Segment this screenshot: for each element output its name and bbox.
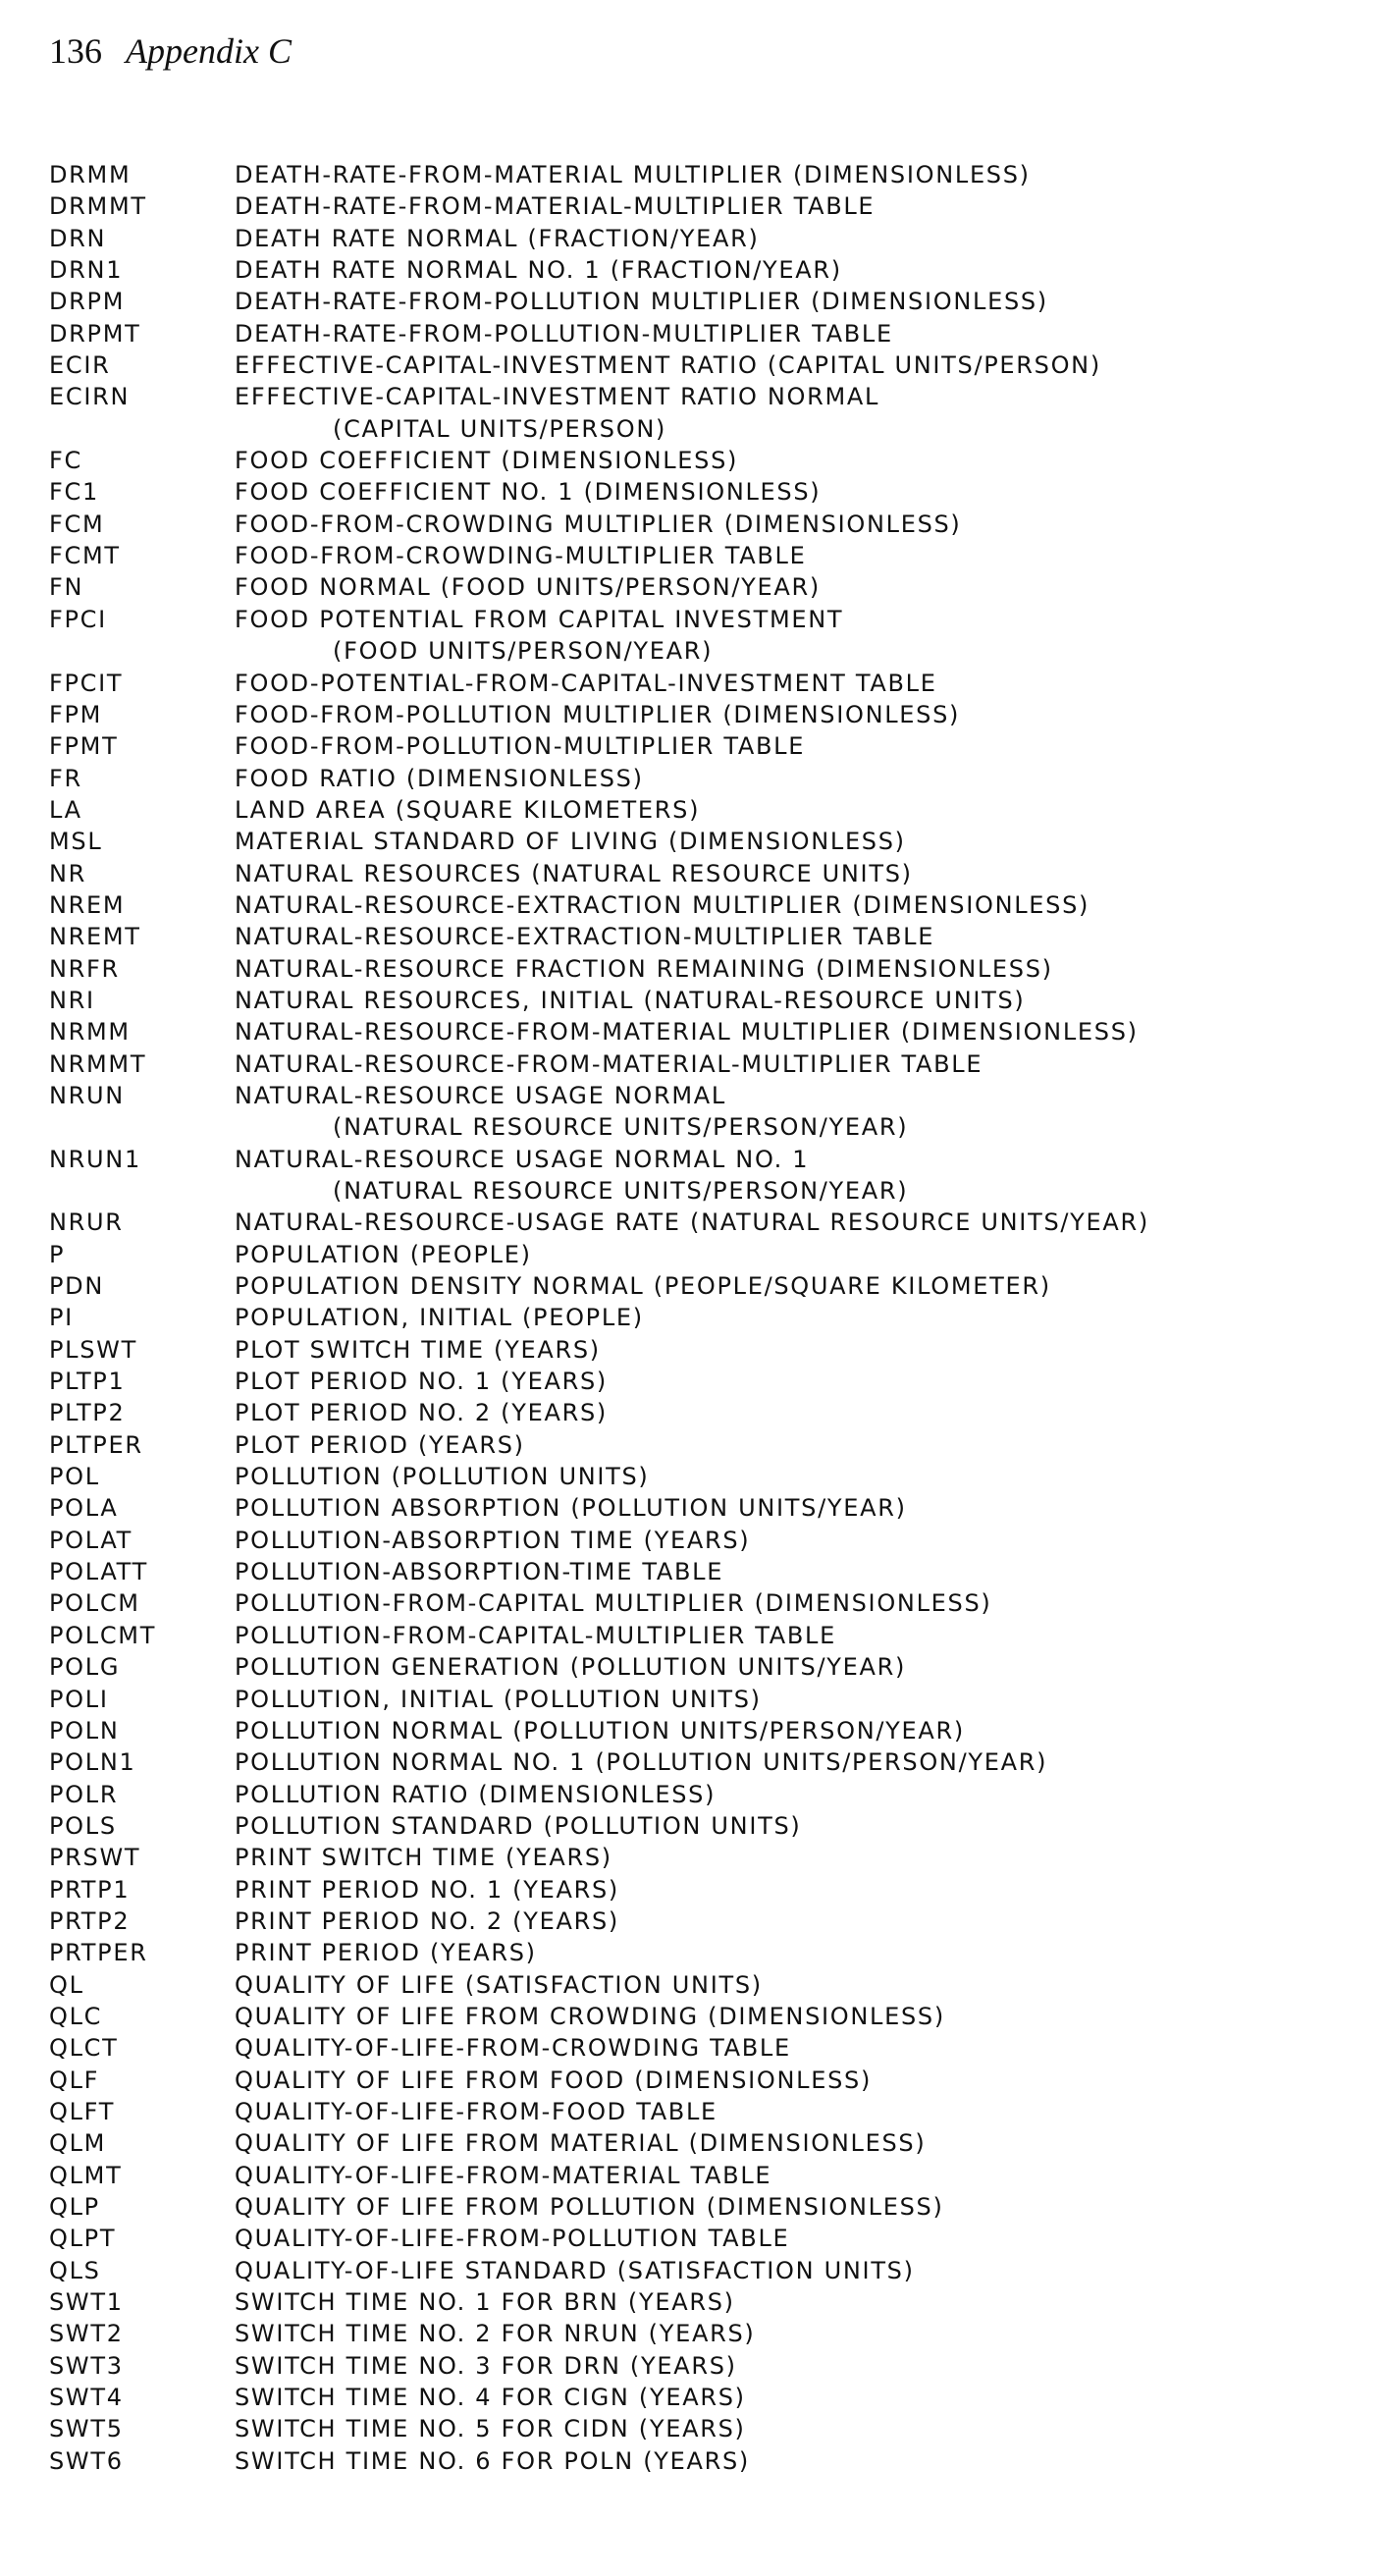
page-header (49, 29, 292, 73)
entry-abbreviation: FR (49, 764, 82, 792)
entry-definition (235, 921, 1364, 952)
entry-abbreviation: PI (49, 1304, 74, 1332)
entry-abbreviation: POLA (49, 1494, 119, 1523)
definition-line: FOOD-FROM-CROWDING MULTIPLIER (DIMENSIONLESS) (235, 510, 962, 538)
entry-abbreviation: NRFR (49, 954, 120, 983)
glossary-entry (49, 2096, 1364, 2127)
definition-line: NATURAL-RESOURCE-USAGE RATE (NATURAL RESOURCE UNITS/YEAR) (235, 1208, 1149, 1237)
entry-definition (235, 1207, 1364, 1238)
glossary-entry (49, 1048, 1364, 1080)
entry-abbreviation: FC1 (49, 478, 99, 507)
glossary-entry (49, 2350, 1364, 2382)
glossary-entry (49, 1080, 1364, 1144)
entry-abbreviation: MSL (49, 828, 103, 856)
definition-line: PRINT PERIOD NO. 2 (YEARS) (235, 1906, 619, 1935)
glossary-entry (49, 509, 1364, 540)
entry-definition (235, 794, 1364, 826)
definition-line: FOOD COEFFICIENT NO. 1 (DIMENSIONLESS) (235, 478, 822, 507)
entry-definition (235, 1429, 1364, 1461)
definition-continuation-line: (NATURAL RESOURCE UNITS/PERSON/YEAR) (333, 1177, 909, 1205)
glossary-entry (49, 921, 1364, 952)
definition-line: PLOT SWITCH TIME (YEARS) (235, 1335, 601, 1364)
entry-abbreviation: NREMT (49, 923, 141, 951)
definition-line: QUALITY-OF-LIFE-FROM-CROWDING TABLE (235, 2034, 791, 2063)
glossary-entry (49, 604, 1364, 668)
entry-abbreviation: PRTP2 (49, 1906, 131, 1935)
definition-line: FOOD-POTENTIAL-FROM-CAPITAL-INVESTMENT TABLE (235, 669, 937, 697)
entry-definition (235, 2127, 1364, 2159)
entry-abbreviation: ECIR (49, 351, 111, 380)
entry-definition (235, 2318, 1364, 2349)
entry-definition (235, 2413, 1364, 2444)
entry-abbreviation: QLMT (49, 2161, 123, 2189)
entry-definition (235, 1874, 1364, 1905)
definition-line: DEATH-RATE-FROM-POLLUTION-MULTIPLIER TABLE (235, 319, 893, 348)
definition-line: POLLUTION (POLLUTION UNITS) (235, 1463, 650, 1491)
entry-definition (235, 2255, 1364, 2286)
definition-line: POLLUTION RATIO (DIMENSIONLESS) (235, 1780, 717, 1808)
entry-abbreviation: FCMT (49, 542, 121, 570)
glossary-entry (49, 286, 1364, 317)
entry-abbreviation: QLP (49, 2193, 100, 2221)
glossary-entry (49, 1525, 1364, 1556)
entry-abbreviation: DRN (49, 224, 107, 252)
entry-definition (235, 445, 1364, 476)
entry-abbreviation: QLC (49, 2002, 103, 2030)
glossary-entry (49, 2001, 1364, 2032)
entry-definition (235, 254, 1364, 286)
entry-abbreviation: PRTP1 (49, 1875, 131, 1904)
definition-line: DEATH RATE NORMAL NO. 1 (FRACTION/YEAR) (235, 256, 842, 285)
glossary-entry (49, 2223, 1364, 2254)
definition-line: LAND AREA (SQUARE KILOMETERS) (235, 795, 701, 824)
entry-abbreviation: FPCIT (49, 669, 124, 697)
glossary-entry (49, 985, 1364, 1016)
entry-abbreviation: SWT5 (49, 2415, 124, 2443)
glossary-entry (49, 1746, 1364, 1778)
entry-definition (235, 985, 1364, 1016)
entry-definition (235, 699, 1364, 730)
entry-definition (235, 1684, 1364, 1715)
entry-abbreviation: QLPT (49, 2225, 117, 2253)
entry-definition (235, 2001, 1364, 2032)
entry-abbreviation: PLTPER (49, 1430, 143, 1459)
glossary-list (49, 159, 1364, 2477)
entry-definition (235, 1587, 1364, 1619)
glossary-entry (49, 2382, 1364, 2413)
glossary-entry (49, 1302, 1364, 1333)
entry-abbreviation: FC (49, 447, 82, 475)
definition-line: POLLUTION GENERATION (POLLUTION UNITS/YEAR) (235, 1653, 907, 1682)
entry-definition (235, 540, 1364, 571)
entry-definition (235, 1905, 1364, 1937)
definition-line: SWITCH TIME NO. 5 FOR CIDN (YEARS) (235, 2415, 746, 2443)
entry-definition (235, 1556, 1364, 1587)
glossary-entry (49, 1937, 1364, 1968)
glossary-entry (49, 349, 1364, 381)
glossary-entry (49, 2445, 1364, 2477)
entry-definition (235, 2191, 1364, 2223)
entry-definition (235, 509, 1364, 540)
definition-line: NATURAL RESOURCES (NATURAL RESOURCE UNITS) (235, 859, 913, 887)
entry-abbreviation: LA (49, 795, 82, 824)
entry-definition (235, 858, 1364, 889)
definition-continuation-line: (CAPITAL UNITS/PERSON) (333, 414, 667, 443)
definition-line: PLOT PERIOD (YEARS) (235, 1430, 525, 1459)
entry-abbreviation: DRMM (49, 161, 132, 188)
entry-abbreviation: DRPM (49, 288, 126, 316)
entry-definition (235, 159, 1364, 190)
glossary-entry (49, 1651, 1364, 1683)
entry-definition (235, 476, 1364, 508)
definition-line: DEATH-RATE-FROM-MATERIAL-MULTIPLIER TABLE (235, 192, 876, 221)
glossary-entry (49, 1587, 1364, 1619)
entry-definition (235, 286, 1364, 317)
entry-abbreviation: PLTP2 (49, 1399, 126, 1427)
glossary-entry (49, 254, 1364, 286)
entry-definition (235, 2445, 1364, 2477)
entry-definition (235, 1016, 1364, 1047)
page-title: Appendix C (126, 31, 292, 71)
entry-abbreviation: FCM (49, 510, 105, 538)
entry-abbreviation: FN (49, 573, 84, 602)
entry-abbreviation: SWT3 (49, 2351, 124, 2380)
glossary-entry (49, 889, 1364, 921)
entry-abbreviation: POLATT (49, 1558, 148, 1586)
definition-line: PRINT SWITCH TIME (YEARS) (235, 1844, 612, 1872)
definition-line: FOOD NORMAL (FOOD UNITS/PERSON/YEAR) (235, 573, 821, 602)
entry-abbreviation: NREM (49, 890, 126, 919)
glossary-entry (49, 826, 1364, 857)
entry-definition (235, 1334, 1364, 1366)
entry-abbreviation: NRUN1 (49, 1145, 141, 1173)
definition-line: SWITCH TIME NO. 1 FOR BRN (YEARS) (235, 2288, 735, 2317)
entry-abbreviation: SWT6 (49, 2446, 124, 2475)
definition-line: POLLUTION NORMAL NO. 1 (POLLUTION UNITS/PERSON/YEAR) (235, 1748, 1048, 1777)
page-number: 136 (49, 31, 102, 71)
definition-continuation-line: (FOOD UNITS/PERSON/YEAR) (333, 637, 714, 666)
definition-line: QUALITY-OF-LIFE-FROM-MATERIAL TABLE (235, 2161, 772, 2189)
entry-definition (235, 223, 1364, 254)
glossary-entry (49, 1334, 1364, 1366)
definition-line: QUALITY OF LIFE FROM MATERIAL (DIMENSIONLESS) (235, 2129, 927, 2158)
definition-line: POPULATION, INITIAL (PEOPLE) (235, 1304, 644, 1332)
definition-line: QUALITY OF LIFE FROM POLLUTION (DIMENSIONLESS) (235, 2193, 944, 2221)
glossary-entry (49, 2160, 1364, 2191)
definition-line: POLLUTION-ABSORPTION TIME (YEARS) (235, 1526, 751, 1554)
definition-line: SWITCH TIME NO. 2 FOR NRUN (YEARS) (235, 2320, 756, 2348)
entry-definition (235, 318, 1364, 349)
definition-line: MATERIAL STANDARD OF LIVING (DIMENSIONLESS) (235, 828, 906, 856)
glossary-entry (49, 668, 1364, 699)
glossary-entry (49, 1144, 1364, 1208)
glossary-entry (49, 571, 1364, 603)
entry-definition (235, 1969, 1364, 2001)
glossary-entry (49, 1556, 1364, 1587)
entry-definition (235, 2350, 1364, 2382)
definition-line: QUALITY-OF-LIFE STANDARD (SATISFACTION UNITS) (235, 2256, 915, 2284)
entry-abbreviation: PDN (49, 1272, 105, 1301)
entry-abbreviation: FPCI (49, 605, 107, 633)
entry-abbreviation: DRN1 (49, 256, 124, 285)
definition-line: POLLUTION-FROM-CAPITAL MULTIPLIER (DIMENSIONLESS) (235, 1589, 992, 1618)
definition-line: POLLUTION-FROM-CAPITAL-MULTIPLIER TABLE (235, 1621, 836, 1649)
entry-definition (235, 1397, 1364, 1428)
definition-line: FOOD COEFFICIENT (DIMENSIONLESS) (235, 447, 739, 475)
glossary-entry (49, 2413, 1364, 2444)
entry-definition (235, 1302, 1364, 1333)
entry-definition (235, 2160, 1364, 2191)
glossary-entry (49, 540, 1364, 571)
glossary-entry (49, 2065, 1364, 2096)
definition-continuation-line: (NATURAL RESOURCE UNITS/PERSON/YEAR) (333, 1113, 909, 1142)
glossary-entry (49, 223, 1364, 254)
definition-line: FOOD-FROM-POLLUTION-MULTIPLIER TABLE (235, 732, 806, 761)
definition-line: NATURAL-RESOURCE FRACTION REMAINING (DIMENSIONLESS) (235, 954, 1053, 983)
entry-definition (235, 2065, 1364, 2096)
entry-abbreviation: QLM (49, 2129, 107, 2158)
entry-definition (235, 668, 1364, 699)
definition-line: POLLUTION, INITIAL (POLLUTION UNITS) (235, 1685, 762, 1713)
entry-abbreviation: PRTPER (49, 1939, 148, 1967)
glossary-entry (49, 730, 1364, 762)
entry-definition (235, 604, 1364, 668)
entry-definition (235, 1715, 1364, 1746)
definition-line: QUALITY OF LIFE (SATISFACTION UNITS) (235, 1970, 763, 1999)
entry-definition (235, 2382, 1364, 2413)
definition-line: DEATH-RATE-FROM-MATERIAL MULTIPLIER (DIMENSIONLESS) (235, 161, 1031, 188)
entry-definition (235, 1746, 1364, 1778)
glossary-entry (49, 1429, 1364, 1461)
entry-abbreviation: POLI (49, 1685, 109, 1713)
entry-definition (235, 1048, 1364, 1080)
glossary-entry (49, 858, 1364, 889)
entry-abbreviation: POLAT (49, 1526, 133, 1554)
entry-definition (235, 763, 1364, 794)
entry-abbreviation: FPMT (49, 732, 119, 761)
entry-abbreviation: NRMMT (49, 1049, 147, 1078)
glossary-entry (49, 2032, 1364, 2064)
definition-line: DEATH RATE NORMAL (FRACTION/YEAR) (235, 224, 760, 252)
definition-line: POPULATION DENSITY NORMAL (PEOPLE/SQUARE KILOMETER) (235, 1272, 1051, 1301)
definition-line: PRINT PERIOD NO. 1 (YEARS) (235, 1875, 619, 1904)
entry-definition (235, 381, 1364, 445)
glossary-entry (49, 2191, 1364, 2223)
entry-abbreviation: DRPMT (49, 319, 141, 348)
definition-line: SWITCH TIME NO. 6 FOR POLN (YEARS) (235, 2446, 750, 2475)
definition-line: DEATH-RATE-FROM-POLLUTION MULTIPLIER (DIMENSIONLESS) (235, 288, 1048, 316)
entry-abbreviation: NRUN (49, 1081, 125, 1109)
entry-abbreviation: NRMM (49, 1018, 131, 1046)
glossary-entry (49, 1620, 1364, 1651)
definition-line: NATURAL RESOURCES, INITIAL (NATURAL-RESOURCE UNITS) (235, 986, 1026, 1014)
entry-abbreviation: QL (49, 1970, 84, 1999)
entry-abbreviation: POLR (49, 1780, 119, 1808)
entry-definition (235, 1080, 1364, 1144)
entry-abbreviation: POLG (49, 1653, 121, 1682)
entry-abbreviation: SWT1 (49, 2288, 124, 2317)
entry-definition (235, 349, 1364, 381)
definition-line: NATURAL-RESOURCE-EXTRACTION MULTIPLIER (DIMENSIONLESS) (235, 890, 1090, 919)
entry-definition (235, 1937, 1364, 1968)
entry-abbreviation: NR (49, 859, 87, 887)
entry-abbreviation: QLCT (49, 2034, 119, 2063)
entry-definition (235, 1525, 1364, 1556)
glossary-entry (49, 1270, 1364, 1302)
definition-line: EFFECTIVE-CAPITAL-INVESTMENT RATIO (CAPITAL UNITS/PERSON) (235, 351, 1101, 380)
definition-line: SWITCH TIME NO. 3 FOR DRN (YEARS) (235, 2351, 737, 2380)
definition-line: NATURAL-RESOURCE USAGE NORMAL NO. 1 (235, 1145, 810, 1173)
glossary-entry (49, 1366, 1364, 1397)
definition-line: EFFECTIVE-CAPITAL-INVESTMENT RATIO NORMAL (235, 383, 880, 411)
definition-line: NATURAL-RESOURCE USAGE NORMAL (235, 1081, 726, 1109)
entry-definition (235, 953, 1364, 985)
glossary-entry (49, 1905, 1364, 1937)
glossary-entry (49, 1016, 1364, 1047)
entry-abbreviation: POL (49, 1463, 100, 1491)
glossary-entry (49, 159, 1364, 190)
glossary-entry (49, 190, 1364, 222)
entry-definition (235, 571, 1364, 603)
entry-abbreviation: QLFT (49, 2097, 116, 2125)
definition-line: NATURAL-RESOURCE-FROM-MATERIAL-MULTIPLIER TABLE (235, 1049, 983, 1078)
glossary-entry (49, 1842, 1364, 1873)
entry-definition (235, 1810, 1364, 1842)
glossary-entry (49, 1779, 1364, 1810)
glossary-entry (49, 1239, 1364, 1270)
entry-abbreviation: QLF (49, 2066, 100, 2094)
entry-definition (235, 1779, 1364, 1810)
entry-abbreviation: PRSWT (49, 1844, 141, 1872)
definition-line: NATURAL-RESOURCE-FROM-MATERIAL MULTIPLIER (DIMENSIONLESS) (235, 1018, 1139, 1046)
glossary-entry (49, 1810, 1364, 1842)
entry-abbreviation: DRMMT (49, 192, 147, 221)
glossary-entry (49, 445, 1364, 476)
definition-line: QUALITY OF LIFE FROM CROWDING (DIMENSIONLESS) (235, 2002, 945, 2030)
definition-line: PLOT PERIOD NO. 2 (YEARS) (235, 1399, 608, 1427)
glossary-entry (49, 1715, 1364, 1746)
glossary-entry (49, 1492, 1364, 1524)
entry-abbreviation: POLN1 (49, 1748, 136, 1777)
entry-definition (235, 190, 1364, 222)
definition-line: POLLUTION NORMAL (POLLUTION UNITS/PERSON/YEAR) (235, 1716, 965, 1744)
entry-abbreviation: SWT2 (49, 2320, 124, 2348)
entry-abbreviation: POLS (49, 1811, 117, 1840)
entry-abbreviation: POLN (49, 1716, 120, 1744)
entry-abbreviation: POLCMT (49, 1621, 157, 1649)
entry-definition (235, 2223, 1364, 2254)
entry-definition (235, 889, 1364, 921)
glossary-entry (49, 699, 1364, 730)
definition-line: FOOD POTENTIAL FROM CAPITAL INVESTMENT (235, 605, 844, 633)
glossary-entry (49, 1461, 1364, 1492)
entry-abbreviation: SWT4 (49, 2384, 124, 2412)
entry-definition (235, 1239, 1364, 1270)
definition-line: POPULATION (PEOPLE) (235, 1240, 532, 1268)
definition-line: SWITCH TIME NO. 4 FOR CIGN (YEARS) (235, 2384, 746, 2412)
glossary-entry (49, 2255, 1364, 2286)
glossary-entry (49, 1684, 1364, 1715)
entry-definition (235, 826, 1364, 857)
definition-line: FOOD RATIO (DIMENSIONLESS) (235, 764, 644, 792)
glossary-entry (49, 318, 1364, 349)
glossary-entry (49, 1874, 1364, 1905)
entry-definition (235, 1366, 1364, 1397)
entry-definition (235, 1842, 1364, 1873)
entry-abbreviation: PLSWT (49, 1335, 137, 1364)
glossary-entry (49, 794, 1364, 826)
entry-abbreviation: PLTP1 (49, 1368, 126, 1396)
entry-definition (235, 2032, 1364, 2064)
entry-abbreviation: NRUR (49, 1208, 124, 1237)
entry-definition (235, 1620, 1364, 1651)
glossary-entry (49, 1969, 1364, 2001)
glossary-entry (49, 953, 1364, 985)
definition-line: FOOD-FROM-CROWDING-MULTIPLIER TABLE (235, 542, 807, 570)
entry-definition (235, 1144, 1364, 1208)
glossary-entry (49, 763, 1364, 794)
glossary-entry (49, 2127, 1364, 2159)
entry-definition (235, 2286, 1364, 2318)
glossary-entry (49, 1207, 1364, 1238)
entry-definition (235, 2096, 1364, 2127)
definition-line: QUALITY OF LIFE FROM FOOD (DIMENSIONLESS) (235, 2066, 873, 2094)
entry-abbreviation: POLCM (49, 1589, 140, 1618)
entry-definition (235, 1492, 1364, 1524)
entry-definition (235, 1461, 1364, 1492)
entry-abbreviation: FPM (49, 700, 103, 728)
definition-line: POLLUTION STANDARD (POLLUTION UNITS) (235, 1811, 802, 1840)
entry-definition (235, 1651, 1364, 1683)
entry-abbreviation: ECIRN (49, 383, 131, 411)
entry-definition (235, 1270, 1364, 1302)
glossary-entry (49, 2318, 1364, 2349)
definition-line: POLLUTION ABSORPTION (POLLUTION UNITS/YEAR) (235, 1494, 907, 1523)
entry-abbreviation: P (49, 1240, 66, 1268)
glossary-entry (49, 476, 1364, 508)
glossary-entry (49, 1397, 1364, 1428)
entry-abbreviation: NRI (49, 986, 95, 1014)
definition-line: FOOD-FROM-POLLUTION MULTIPLIER (DIMENSIONLESS) (235, 700, 961, 728)
glossary-entry (49, 381, 1364, 445)
definition-line: QUALITY-OF-LIFE-FROM-POLLUTION TABLE (235, 2225, 790, 2253)
definition-line: NATURAL-RESOURCE-EXTRACTION-MULTIPLIER TABLE (235, 923, 935, 951)
entry-definition (235, 730, 1364, 762)
definition-line: QUALITY-OF-LIFE-FROM-FOOD TABLE (235, 2097, 718, 2125)
definition-line: POLLUTION-ABSORPTION-TIME TABLE (235, 1558, 724, 1586)
definition-line: PLOT PERIOD NO. 1 (YEARS) (235, 1368, 608, 1396)
entry-abbreviation: QLS (49, 2256, 101, 2284)
glossary-entry (49, 2286, 1364, 2318)
definition-line: PRINT PERIOD (YEARS) (235, 1939, 537, 1967)
